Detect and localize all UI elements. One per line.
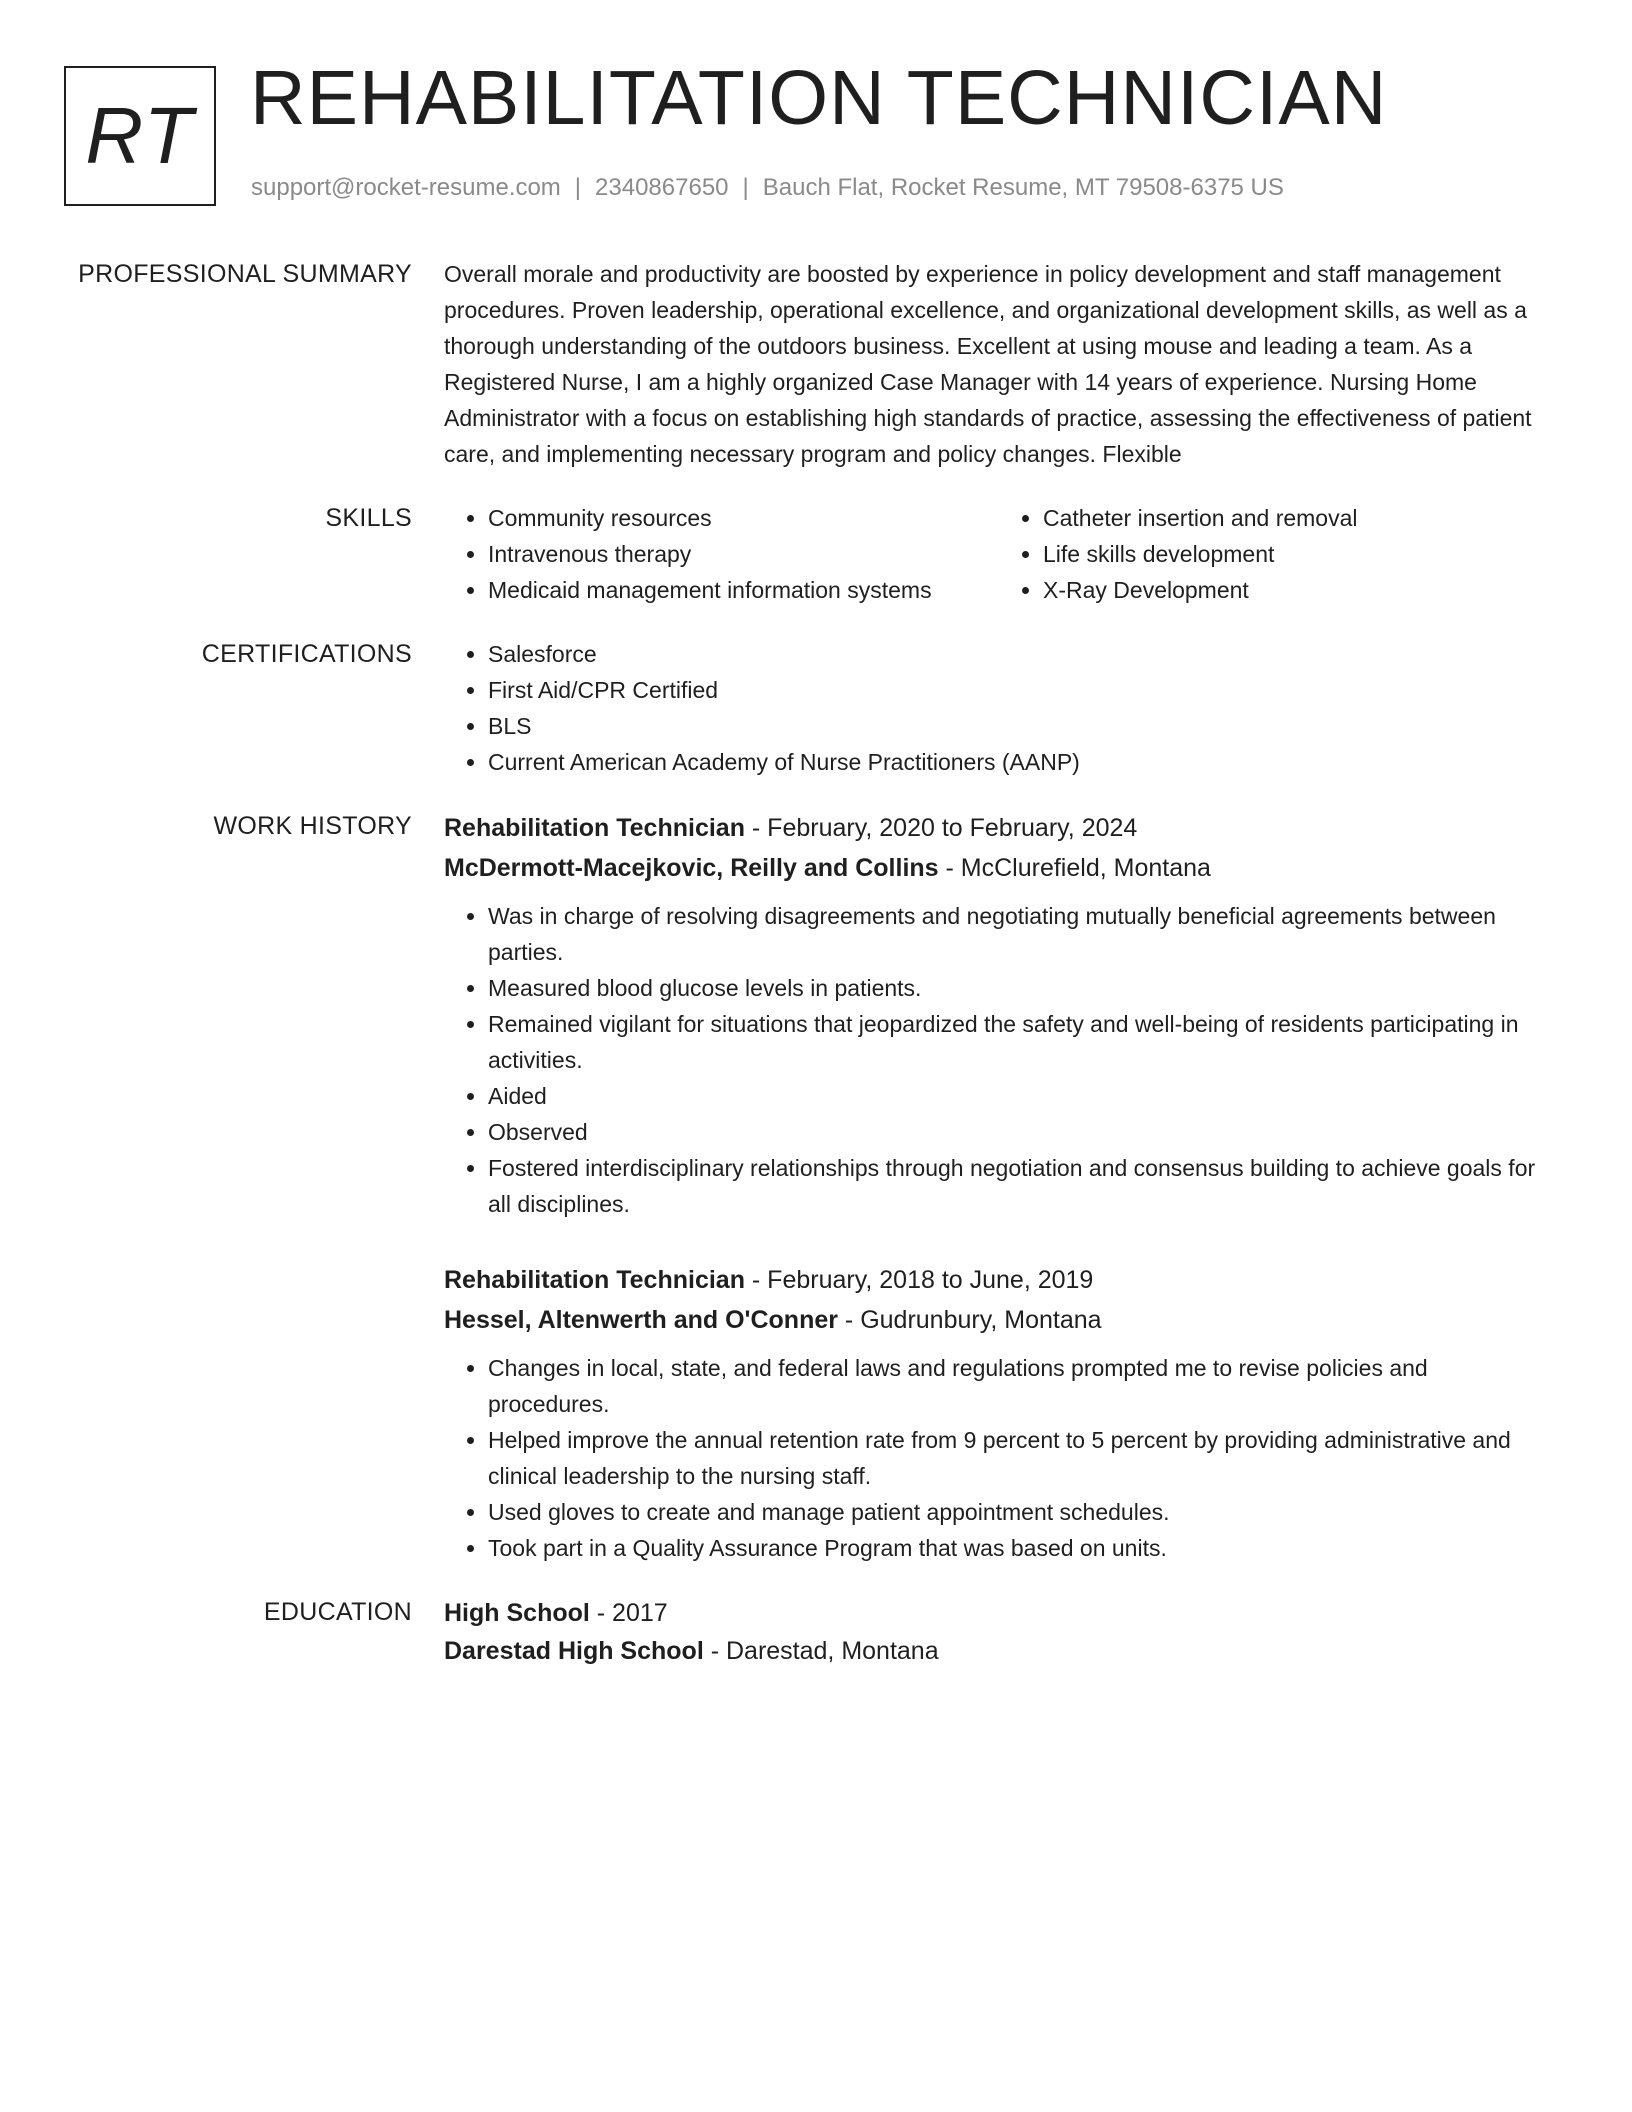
certification-item: • First Aid/CPR Certified	[488, 672, 1554, 708]
job-title: Rehabilitation Technician	[444, 814, 745, 842]
contact-email[interactable]: support@rocket-resume.com	[251, 174, 561, 201]
skill-item: • Community resources	[488, 500, 999, 536]
work-history-body	[444, 808, 1554, 1566]
skill-item: • Intravenous therapy	[488, 536, 999, 572]
summary-text: Overall morale and productivity are boosted by experience in policy development and staff management procedures. Proven leadership, operational excellence, and organizational development skills, as well as a thorough understanding of the outdoors business. Excellent at using mouse and leading a team. As a Registered Nurse, I am a highly organized Case Manager with 14 years of experience. Nursing Home Administrator with a focus on establishing high standards of practice, assessing the effectiveness of patient care, and implementing necessary program and policy changes. Flexible	[444, 261, 1532, 467]
certification-item: • BLS	[488, 708, 1554, 744]
job-bullet: • Used gloves to create and manage patient appointment schedules.	[488, 1494, 1554, 1530]
education-school: Darestad High School	[444, 1637, 704, 1665]
skills-body	[444, 500, 1554, 608]
education-degree: High School	[444, 1599, 590, 1627]
education-body	[444, 1594, 1554, 1670]
skills-list-left	[444, 500, 999, 608]
job-company-line	[444, 1300, 1554, 1340]
contact-phone[interactable]: 2340867650	[595, 174, 729, 201]
section-summary	[0, 256, 1632, 472]
contact-line	[251, 174, 1284, 202]
job-location: - McClurefield, Montana	[938, 854, 1211, 882]
job-bullet: • Measured blood glucose levels in patients.	[488, 970, 1554, 1006]
section-label-work-history: WORK HISTORY	[213, 812, 412, 840]
resume-content	[0, 256, 1632, 1698]
contact-separator: |	[574, 174, 582, 201]
skill-item: • Medicaid management information systems	[488, 572, 999, 608]
certifications-list	[444, 636, 1554, 780]
job-location: - Gudrunbury, Montana	[837, 1306, 1102, 1334]
job-entry	[444, 808, 1554, 1222]
certifications-body	[444, 636, 1554, 780]
section-label-summary: PROFESSIONAL SUMMARY	[78, 260, 412, 288]
job-bullet: • Changes in local, state, and federal laws and regulations prompted me to revise policies and procedures.	[488, 1350, 1554, 1422]
section-work-history	[0, 808, 1632, 1566]
skill-item: • Life skills development	[1043, 536, 1554, 572]
job-title-line	[444, 1260, 1554, 1300]
job-title: Rehabilitation Technician	[444, 1266, 745, 1294]
section-label-skills: SKILLS	[325, 504, 412, 532]
education-location: - Darestad, Montana	[703, 1637, 939, 1665]
summary-body	[444, 256, 1554, 472]
job-dates: - February, 2018 to June, 2019	[744, 1266, 1094, 1294]
job-company: Hessel, Altenwerth and O'Conner	[444, 1306, 838, 1334]
job-bullet: • Observed	[488, 1114, 1554, 1150]
skills-grid	[444, 500, 1554, 608]
education-degree-line	[444, 1594, 1554, 1632]
education-school-line	[444, 1632, 1554, 1670]
job-bullet: • Aided	[488, 1078, 1554, 1114]
job-bullet: • Fostered interdisciplinary relationships through negotiation and consensus building to achieve goals for all disciplines.	[488, 1150, 1554, 1222]
skills-list-right	[999, 500, 1554, 608]
job-bullet: • Took part in a Quality Assurance Program that was based on units.	[488, 1530, 1554, 1566]
job-bullet: • Remained vigilant for situations that jeopardized the safety and well-being of residents participating in activities.	[488, 1006, 1554, 1078]
job-bullet: • Helped improve the annual retention rate from 9 percent to 5 percent by providing administrative and clinical leadership to the nursing staff.	[488, 1422, 1554, 1494]
page-title: REHABILITATION TECHNICIAN	[250, 55, 1388, 141]
job-company-line	[444, 848, 1554, 888]
education-year: - 2017	[589, 1599, 668, 1627]
certification-item: • Salesforce	[488, 636, 1554, 672]
contact-address: Bauch Flat, Rocket Resume, MT 79508-6375 US	[762, 174, 1284, 201]
job-bullets	[444, 1350, 1554, 1566]
section-education	[0, 1594, 1632, 1670]
section-skills	[0, 500, 1632, 608]
skill-item: • X-Ray Development	[1043, 572, 1554, 608]
job-title-line	[444, 808, 1554, 848]
job-dates: - February, 2020 to February, 2024	[744, 814, 1138, 842]
certification-item: • Current American Academy of Nurse Practitioners (AANP)	[488, 744, 1554, 780]
section-certifications	[0, 636, 1632, 780]
skill-item: • Catheter insertion and removal	[1043, 500, 1554, 536]
job-bullets	[444, 898, 1554, 1222]
section-label-education: EDUCATION	[263, 1598, 412, 1626]
job-bullet: • Was in charge of resolving disagreements and negotiating mutually beneficial agreements between parties.	[488, 898, 1554, 970]
job-company: McDermott-Macejkovic, Reilly and Collins	[444, 854, 939, 882]
job-entry	[444, 1260, 1554, 1566]
contact-separator: |	[742, 174, 749, 201]
monogram-badge: RT	[64, 66, 216, 206]
section-label-certifications: CERTIFICATIONS	[201, 640, 412, 668]
